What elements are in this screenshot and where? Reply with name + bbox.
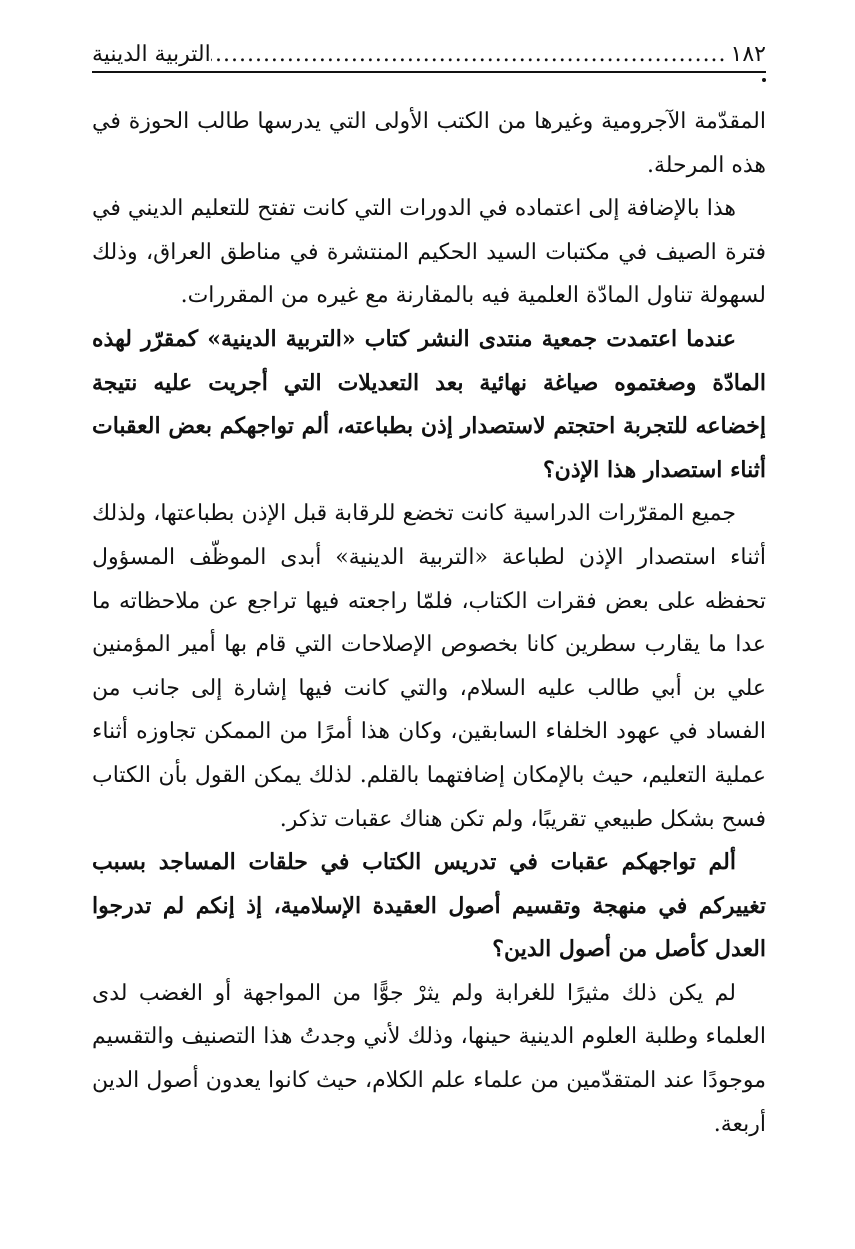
- page-number: ١٨٢: [730, 42, 766, 67]
- dot-leader: [211, 40, 727, 70]
- paragraph-question: عندما اعتمدت جمعية منتدى النشر كتاب «التربية الدينية» كمقرّر لهذه المادّة وصغتموه صياغة نهائية بعد التعديلات التي أجريت عليه نتيجة إخضاعه للتجربة احتجتم لاستصدار إذن بطباعته، ألم تواجهكم بعض العقبات أثناء استصدار هذا الإذن؟: [92, 325, 766, 483]
- paragraph-answer: جميع المقرّرات الدراسية كانت تخضع للرقابة قبل الإذن بطباعتها، ولذلك أثناء استصدار الإذن لطباعة «التربية الدينية» أبدى الموظّف المسؤول تحفظه على بعض فقرات الكتاب، فلمّا راجعته فيها تراجع عن ملاحظاته ما عدا ما يقارب سطرين كانا بخصوص الإصلاحات التي قام بها أمير المؤمنين علي بن أبي طالب عليه السلام، والتي كانت فيها إشارة إلى جانب من الفساد في عهود الخلفاء السابقين، وكان هذا أمرًا من الممكن تجاوزه أثناء عملية التعليم، حيث بالإمكان إضافتهما بالقلم. لذلك يمكن القول بأن الكتاب فسح بشكل طبيعي تقريبًا، ولم تكن هناك عقبات تذكر.: [92, 501, 766, 832]
- paragraph-answer: هذا بالإضافة إلى اعتماده في الدورات التي كانت تفتح للتعليم الديني في فترة الصيف في مكتبات السيد الحكيم المنتشرة في مناطق العراق، وذلك لسهولة تناول المادّة العلمية فيه بالمقارنة مع غيره من المقررات.: [92, 196, 766, 309]
- header-dot: [762, 78, 766, 82]
- paragraph-question: ألم تواجهكم عقبات في تدريس الكتاب في حلقات المساجد بسبب تغييركم في منهجة وتقسيم أصول العقيدة الإسلامية، إذ إنكم لم تدرجوا العدل كأصل من أصول الدين؟: [92, 849, 766, 963]
- header-rule: [92, 71, 766, 73]
- body-text: [92, 100, 766, 1146]
- running-header: [92, 30, 766, 70]
- paragraph-answer: المقدّمة الآجرومية وغيرها من الكتب الأولى التي يدرسها طالب الحوزة في هذه المرحلة.: [92, 109, 766, 178]
- paragraph-answer: لم يكن ذلك مثيرًا للغرابة ولم يثرْ جوًّا من المواجهة أو الغضب لدى العلماء وطلبة العلوم الدينية حينها، وذلك لأني وجدتُ هذا التصنيف والتقسيم موجودًا عند المتقدّمين من علماء علم الكلام، حيث كانوا يعدون أصول الدين أربعة.: [92, 980, 766, 1137]
- running-title: التربية الدينية: [92, 42, 211, 67]
